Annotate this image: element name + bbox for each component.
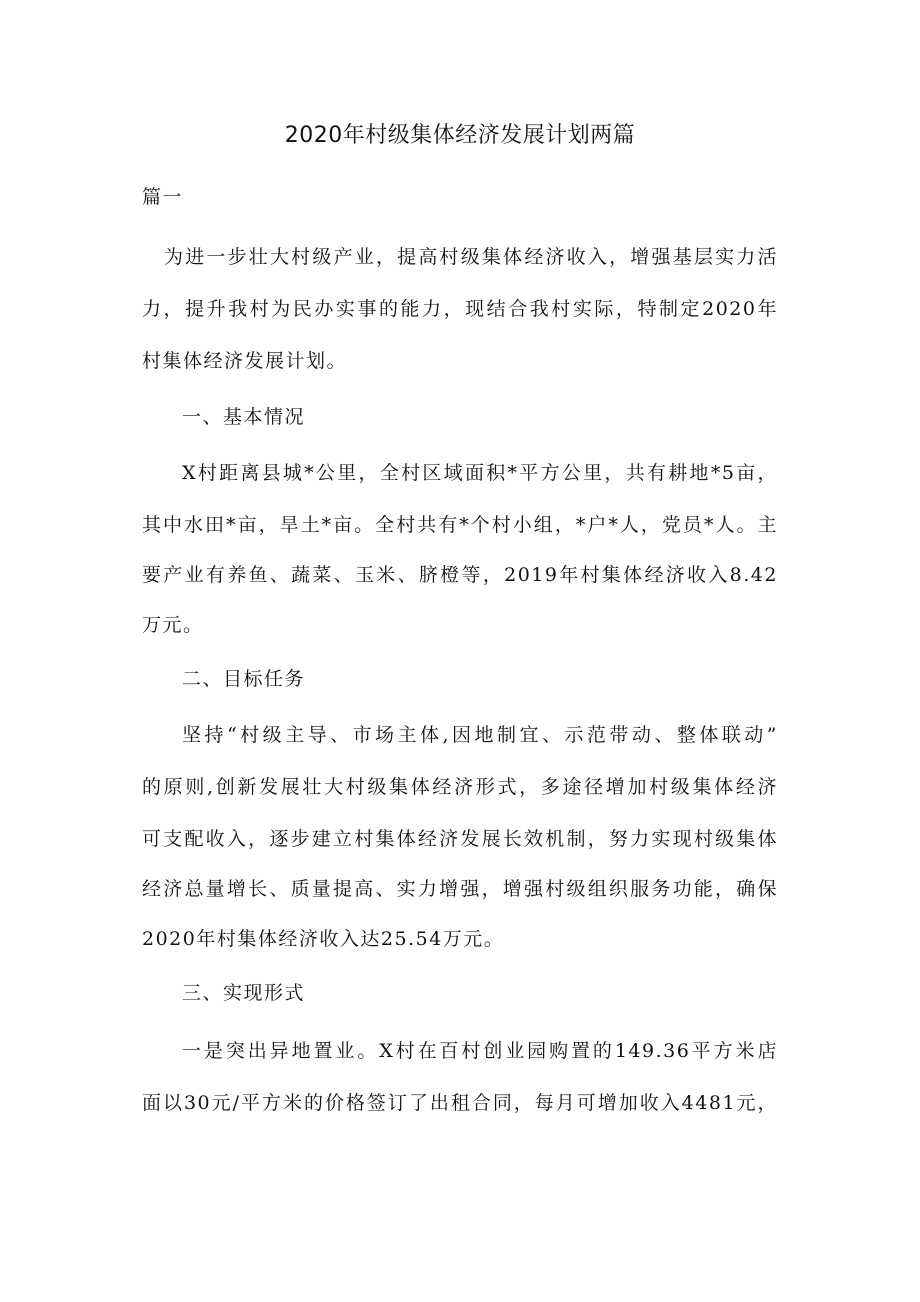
heading-forms: 三、实现形式: [182, 982, 306, 1004]
paragraph-3-line-1: 坚持“村级主导、市场主体,因地制宜、示范带动、整体联动”: [182, 724, 778, 746]
paragraph-3-line-2: 的原则,创新发展壮大村级集体经济形式，多途径增加村级集体经济: [142, 776, 778, 798]
section-label: 篇一: [142, 186, 184, 208]
paragraph-3-line-5: 2020年村集体经济收入达25.54万元。: [142, 928, 505, 950]
paragraph-2-line-4: 万元。: [142, 614, 204, 636]
paragraph-1-line-3: 村集体经济发展计划。: [142, 350, 348, 372]
paragraph-4-line-2: 面以30元/平方米的价格签订了出租合同，每月可增加收入4481元，: [142, 1092, 778, 1114]
paragraph-2-line-1: X村距离县城*公里，全村区域面积*平方公里，共有耕地*5亩，: [182, 462, 778, 484]
paragraph-2-line-2: 其中水田*亩，旱土*亩。全村共有*个村小组，*户*人，党员*人。主: [142, 514, 778, 536]
document-title: 2020年村级集体经济发展计划两篇: [284, 123, 636, 148]
paragraph-3-line-4: 经济总量增长、质量提高、实力增强，增强村级组织服务功能，确保: [142, 878, 778, 900]
paragraph-1-line-2: 力，提升我村为民办实事的能力，现结合我村实际，特制定2020年: [142, 298, 778, 320]
heading-basic-info: 一、基本情况: [182, 406, 306, 428]
paragraph-3-line-3: 可支配收入，逐步建立村集体经济发展长效机制，努力实现村级集体: [142, 828, 778, 850]
paragraph-1-line-1: 为进一步壮大村级产业，提高村级集体经济收入，增强基层实力活: [164, 246, 778, 268]
heading-goals: 二、目标任务: [182, 668, 306, 690]
paragraph-2-line-3: 要产业有养鱼、蔬菜、玉米、脐橙等，2019年村集体经济收入8.42: [142, 564, 778, 586]
paragraph-4-line-1: 一是突出异地置业。X村在百村创业园购置的149.36平方米店: [182, 1040, 778, 1062]
